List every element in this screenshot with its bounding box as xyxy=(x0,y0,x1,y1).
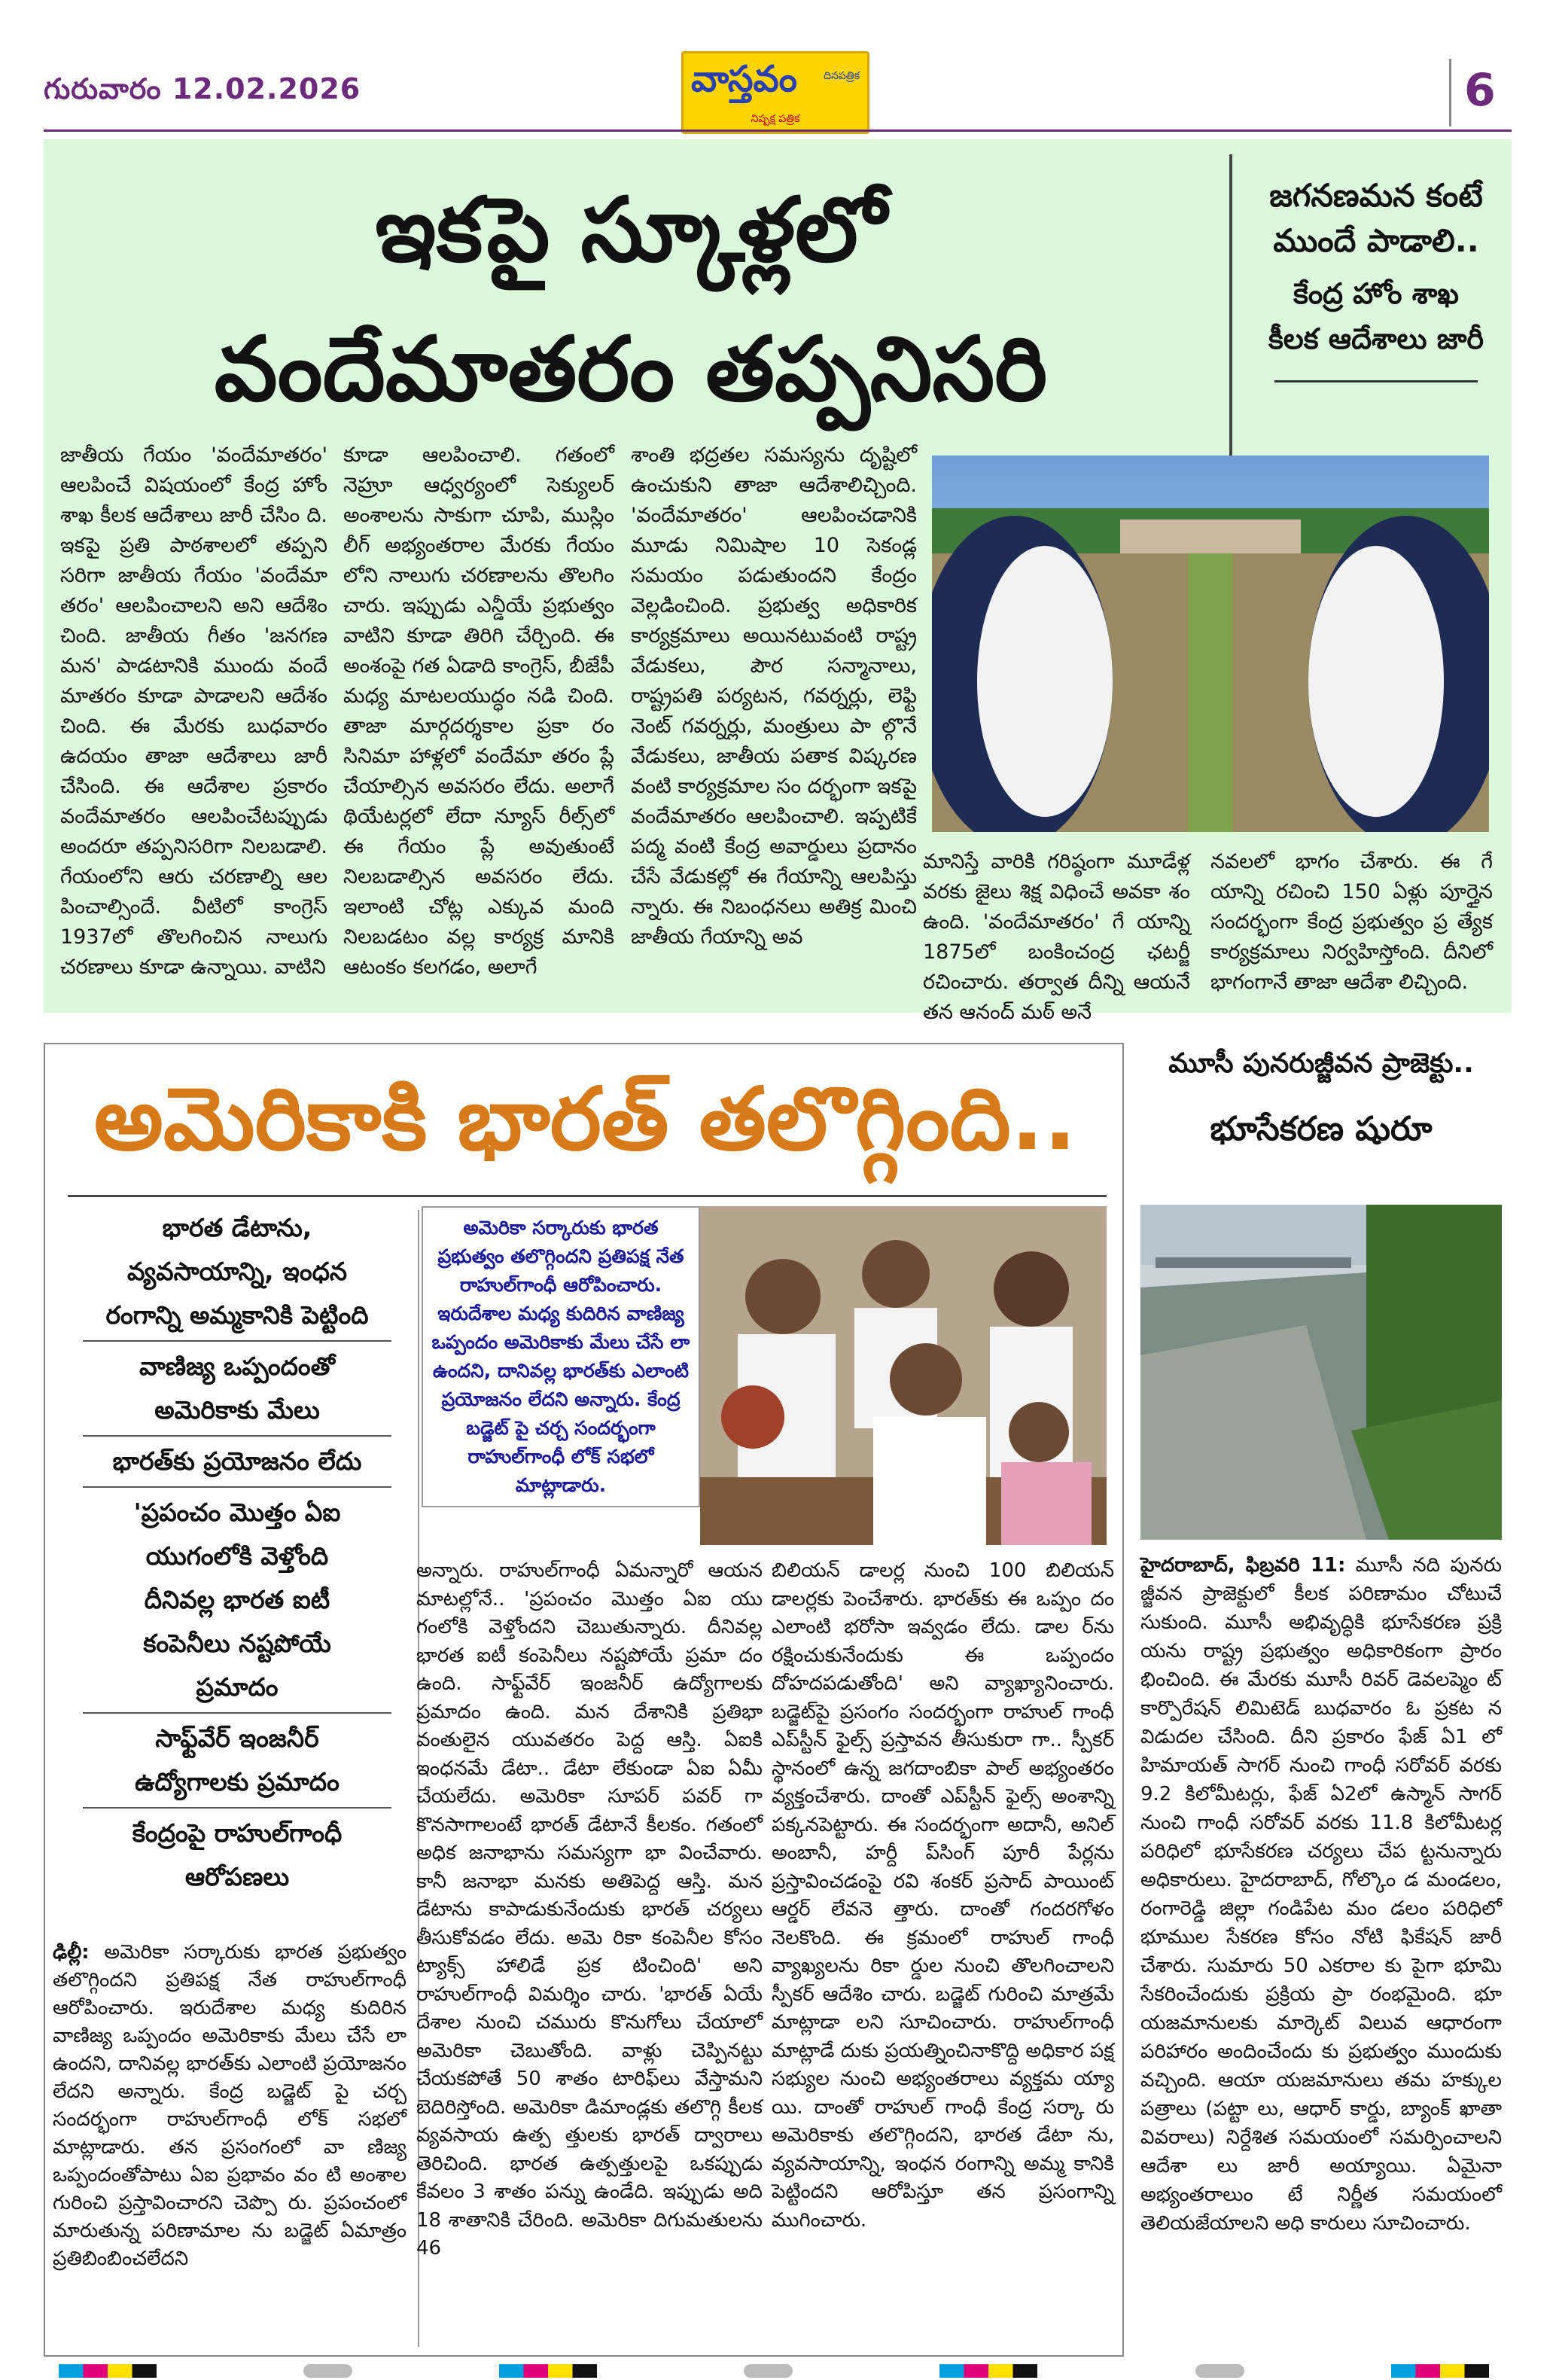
gray-bar xyxy=(1195,2364,1244,2378)
article-column-2: అన్నారు. రాహుల్‌గాంధీ ఏమన్నారో ఆయన మాటల్లోనే.. 'ప్రపంచం మొత్తం ఏఐ యు గంలోకి వెళ్తోందని చెబుతున్నారు. దీనివల్ల భారత ఐటీ కంపెనీలు నష్టపోయే ప్రమా దం ఉంది. సాఫ్ట్‌వేర్ ఇంజనీర్ ఉద్యోగాలకు ప్రమాదం ఉంది. మన దేశానికి ప్రతిభా వంతులైన యువతరం పెద్ద ఆస్తి. ఏఐకి ఇంధనమే డేటా.. డేటా లేకుండా ఏఐ ఏమీ చేయలేదు. అమెరికా సూపర్ పవర్ గా కొనసాగాలంటే భారత్ డేటానే కీలకం. గతంలో అధిక జనాభాను సమస్యగా భా వించేవారు. కానీ జనాభా మనకు అతిపెద్ద ఆస్తి. మన డేటాను కాపాడుకునేందుకు భారత్ చర్యలు తీసుకోవడం లేదు. అమె రికా కంపెనీల కోసం ట్యాక్స్ హాలిడే ప్రక టించింది' అని రాహుల్‌గాంధీ విమర్శిం చారు. 'భారత్ ఏయే దేశాల నుంచి చమురు కొనుగోలు చేయాలో అమెరికా చెబుతోంది. వాళ్లు చెప్పినట్టు చేయకపోతే 50 శాతం టారిఫ్‌లు వేస్తామని బెదిరిస్తోంది. అమెరికా డిమాండ్లకు తలొగ్గి కీలక వ్యవసాయ ఉత్ప త్తులకు భారత్ ద్వారాలు తెరిచింది. భారత ఉత్పత్తులపై ఒకప్పుడు కేవలం 3 శాతం పన్ను ఉండేది. ఇప్పుడు అది 18 శాతానికి చేరింది. అమెరికా దిగుమతులను 46 xyxy=(416,1559,763,2260)
article-column-5: నవలలో భాగం చేశారు. ఈ గే యాన్ని రచించి 150 ఏళ్లు పూర్తైన సందర్భంగా కేంద్ర ప్రభుత్వం ప్ర త్యేక కార్యక్రమాలు నిర్వహిస్తోంది. దీనిలో భాగంగానే తాజా ఆదేశా లిచ్చింది. xyxy=(1210,850,1493,994)
headline-rule xyxy=(68,1195,1107,1197)
headline-line-2: వందేమాతరం తప్పనిసరి xyxy=(214,317,1048,421)
article-body xyxy=(1140,1551,1502,2238)
side-heading-line-2: ముందే పాడాలి.. xyxy=(1273,222,1479,259)
kicker-box xyxy=(60,1206,414,1899)
side-heading xyxy=(1248,173,1504,264)
kicker-line: కంపెనీలు నష్టపోయే xyxy=(143,1629,331,1658)
kicker-line: 'ప్రపంచం మొత్తం ఏఐ xyxy=(133,1498,341,1527)
kicker-line: అమెరికాకు మేలు xyxy=(154,1395,320,1425)
article-body-text: మూసీ నది పునరు జ్జీవన ప్రాజెక్టులో కీలక పరిణామం చోటుచే సుకుంది. మూసీ అభివృద్ధికి భూసేకరణ ప్రక్రి యను రాష్ట్ర ప్రభుత్వం అధికారికంగా ప్రారం భించింది. ఈ మేరకు మూసీ రివర్ డెవలప్మెం ట్ కార్పొరేషన్ లిమిటెడ్ బుధవారం ఓ ప్రకట న విడుదల చేసింది. దీని ప్రకారం ఫేజ్ ఏ1 లో హిమాయత్ సాగర్ నుంచి గాంధీ సరోవర్ వరకు 9.2 కిలోమీటర్లు, ఫేజ్ ఏ2లో ఉస్మాన్ సాగర్ నుంచి గాంధీ సరోవర్ వరకు 11.8 కిలోమీటర్ల పరిధిలో భూసేకరణ చర్యలు చేప ట్టనున్నారు అధికారులు. హైదరాబాద్, గోల్కొం డ మండలం, రంగారెడ్డి జిల్లా గండిపేట మం డలం పరిధిలో భూముల సేకరణ కోసం నోటి ఫికేషన్ జారీ చేశారు. సుమారు 50 ఎకరాల కు పైగా భూమి సేకరించేందుకు ప్రక్రియ ప్రా రంభమైంది. భూ యజమానులకు మార్కెట్ విలువ ఆధారంగా పరిహారం అందించేందు కు ప్రభుత్వం ముందుకు వచ్చింది. ఆయా యజమానులు తమ హక్కుల పత్రాలు (పట్టా లు, ఆధార్ కార్డు, బ్యాంక్ ఖాతా వివరాలు) నిర్దేశిత సమయంలో సమర్పించాలని ఆదేశా లు జారీ అయ్యాయి. ఏమైనా అభ్యంతరాలుం టే నిర్ణీత సమయంలో తెలియజేయాలని అధి కారులు సూచించారు. xyxy=(1140,1554,1502,2235)
article-column-1: జాతీయ గేయం 'వందేమాతరం' ఆలపించే విషయంలో కేంద్ర హోం శాఖ కీలక ఆదేశాలు జారీ చేసిం ది. ఇకపై ప్రతి పాఠశాలలో తప్పని సరిగా జాతీయ గేయం 'వందేమా తరం' ఆలపించాలని అని ఆదేశిం చింది. జాతీయ గీతం 'జనగణ మన' పాడటానికి ముందు వందే మాతరం కూడా పాడాలని ఆదేశం చింది. ఈ మేరకు బుధవారం ఉదయం తాజా ఆదేశాలు జారీ చేసింది. ఈ ఆదేశాల ప్రకారం వందేమాతరం ఆలపించేటప్పుడు అందరూ తప్పనిసరిగా నిలబడాలి. గేయంలోని ఆరు చరణాల్ని ఆల పించాల్సిందే. వీటిలో కాంగ్రెస్ 1937లో తొలగించిన నాలుగు చరణాలు కూడా ఉన్నాయి. వాటిని xyxy=(60,443,327,979)
kicker-line: ఆరోపణలు xyxy=(184,1862,290,1891)
header-rule xyxy=(44,130,1512,132)
side-heading-line-1: జగనణమన కంటే xyxy=(1269,177,1483,214)
page-number: 6 xyxy=(1464,64,1496,117)
logo-text: వాస్తవం xyxy=(691,58,797,100)
side-subheading-line-2: కీలక ఆదేశాలు జారీ xyxy=(1268,322,1484,355)
print-registration-marks xyxy=(44,2364,1512,2380)
gray-bar xyxy=(303,2364,352,2378)
kicker-line: కేంద్రంపై రాహుల్‌గాంధీ xyxy=(132,1818,343,1848)
article-column-1-body: అమెరికా సర్కారుకు భారత ప్రభుత్వం తలొగ్గిందని ప్రతిపక్ష నేత రాహుల్‌గాంధీ ఆరోపించారు. ఇరుదేశాల మధ్య కుదిరిన వాణిజ్య ఒప్పందం అమెరికాకు మేలు చేసే లా ఉందని, దానివల్ల భారత్‌కు ఎలాంటి ప్రయోజనం లేదని అన్నారు. కేంద్ర బడ్జెట్ పై చర్చ సందర్భంగా రాహుల్‌గాంధీ లోక్ సభలో మాట్లాడారు. తన ప్రసంగంలో వా ణిజ్య ఒప్పందంతోపాటు ఏఐ ప్రభావం వం టి అంశాల గురించి ప్రస్తావించారని చెప్పొ రు. ప్రపంచంలో మారుతున్న పరిణామాల ను బడ్జెట్ ఏమాత్రం ప్రతిబింబించలేదని xyxy=(53,1941,407,2270)
kicker-line: భారత డేటాను, xyxy=(162,1213,312,1242)
kicker-line: సాఫ్ట్‌వేర్ ఇంజనీర్ xyxy=(155,1723,319,1753)
kicker-divider xyxy=(83,1435,391,1437)
gray-bar xyxy=(744,2364,793,2378)
side-subheading xyxy=(1248,271,1504,361)
color-bar xyxy=(499,2364,597,2378)
kicker-line: వ్యవసాయాన్ని, ఇంధన xyxy=(126,1257,348,1286)
side-subheading-line-1: కేంద్ర హోం శాఖ xyxy=(1293,277,1459,310)
article-column-1-text xyxy=(53,1939,407,2273)
dateline: హైదరాబాద్, ఫిబ్రవరి 11: xyxy=(1140,1554,1346,1577)
logo-small-text: దినపత్రిక xyxy=(824,70,860,82)
kicker-line: యుగంలోకి వెళ్తోంది xyxy=(145,1541,329,1571)
headline: అమెరికాకి భారత్ తలొగ్గింది.. xyxy=(93,1069,1077,1170)
header-divider xyxy=(1449,59,1451,126)
kicker-line: ప్రమాదం xyxy=(196,1672,279,1702)
school-assembly-photo xyxy=(932,456,1489,832)
kicker-line: రంగాన్ని అమ్మకానికి పెట్టింది xyxy=(105,1300,369,1330)
story-musi-project xyxy=(1140,1043,1502,2357)
color-bar xyxy=(1391,2364,1489,2378)
musi-river-photo xyxy=(1140,1205,1502,1540)
newspaper-logo xyxy=(681,51,869,134)
kicker-divider xyxy=(83,1340,391,1342)
color-bar xyxy=(59,2364,157,2378)
issue-date: గురువారం 12.02.2026 xyxy=(44,72,361,105)
headline-line-1: మూసీ పునరుజ్జీవన ప్రాజెక్టు.. xyxy=(1168,1048,1474,1079)
article-column-2: కూడా ఆలపించాలి. గతంలో నెహ్రూ ఆధ్వర్యంలో సెక్యులర్ అంశాలను సాకుగా చూపి, ముస్లిం లీగ్ అభ్యంతరాల మేరకు గేయం లోని నాలుగు చరణాలను తొలగిం చారు. ఇప్పుడు ఎన్డీయే ప్రభుత్వం వాటిని కూడా తిరిగి చేర్చింది. ఈ అంశంపై గత ఏడాది కాంగ్రెస్, బీజేపీ మధ్య మాటలయుద్ధం నడి చింది. తాజా మార్గదర్శకాల ప్రకా రం సినిమా హాళ్లలో వందేమా తరం ప్లే చేయాల్సిన అవసరం లేదు. అలాగే థియేటర్లలో లేదా న్యూస్ రీల్స్‌లో ఈ గేయం ప్లే అవుతుంటే నిలబడాల్సిన అవసరం లేదు. ఇలాంటి చోట్ల ఎక్కువ మంది నిలబడటం వల్ల కార్యక్ర మానికి ఆటంకం కలగడం, అలాగే xyxy=(343,443,614,979)
kicker-divider xyxy=(83,1807,391,1809)
headline-line-2: భూసేకరణ షురూ xyxy=(1210,1110,1433,1148)
parliament-photo xyxy=(700,1206,1107,1545)
article-column-3: శాంతి భద్రతల సమస్యను దృష్టిలో ఉంచుకుని తాజా ఆదేశాలిచ్చింది. 'వందేమాతరం' ఆలపించడానికి మూడు నిమిషాల 10 సెకండ్ల సమయం పడుతుందని కేంద్రం వెల్లడించింది. ప్రభుత్వ అధికారిక కార్యక్రమాలు అయినటువంటి రాష్ట్ర వేడుకలు, పౌర సన్మానాలు, రాష్ట్రపతి పర్యటన, గవర్నర్లు, లెఫ్టి నెంట్ గవర్నర్లు, మంత్రులు పా ల్గొనే వేడుకలు, జాతీయ పతాక విష్కరణ వంటి కార్యక్రమాల సం దర్భంగా ఇకపై వందేమాతరం ఆలపించాలి. ఇప్పటికే పద్మ వంటి కేంద్ర అవార్డులు ప్రదానం చేసే వేడుకల్లో ఈ గేయాన్ని ఆలపిస్తు న్నారు. ఈ నిబంధనలు అతిక్ర మించి జాతీయ గేయాన్ని అవ xyxy=(631,443,917,949)
dateline: ఢిల్లీ: xyxy=(53,1941,90,1964)
headline-line-1: ఇకపై స్కూళ్లలో xyxy=(375,178,887,282)
kicker-line: దీనివల్ల భారత ఐటీ xyxy=(144,1585,330,1614)
logo-tagline: నిష్పక్ష పత్రిక xyxy=(751,113,800,125)
color-bar xyxy=(939,2364,1037,2378)
kicker-line: భారత్‌కు ప్రయోజనం లేదు xyxy=(112,1446,362,1476)
kicker-line: ఉద్యోగాలకు ప్రమాదం xyxy=(135,1767,340,1796)
article-column-4: మానిస్తే వారికి గరిష్ఠంగా మూడేళ్ల వరకు జైలు శిక్ష విధించే అవకా శం ఉంది. 'వందేమాతరం' గే యాన్ని 1875లో బంకించంద్ర ఛటర్జీ రచించారు. తర్వాత దీన్ని ఆయనే తన ఆనంద్ మఠ్ అనే xyxy=(923,850,1190,1024)
article-column-3: బిలియన్ డాలర్ల నుంచి 100 బిలియన్ డాలర్లకు పెంచేశారు. భారత్‌కు ఈ ఒప్పం దం ఎలాంటి భరోసా ఇవ్వడం లేదు. డాల ర్‌ను రక్షించుకునేందుకు ఈ ఒప్పందం దోహదపడుతోంది' అని వ్యాఖ్యానించారు. బడ్జెట్‌పై ప్రసంగం సందర్భంగా రాహుల్ గాంధీ ఎప్‌స్టీన్ ఫైల్స్ ప్రస్తావన తీసుకురా గా.. స్పీకర్ స్థానంలో ఉన్న జగదాంబికా పాల్ అభ్యంతరం వ్యక్తంచేశారు. దాంతో ఎప్‌స్టీన్ ఫైల్స్ అంశాన్ని పక్కనపెట్టారు. ఈ సందర్భంగా అదానీ, అనిల్ అంబానీ, హర్దీ ప్‌సింగ్ పూరీ పేర్లను ప్రస్తావించడంపై రవి శంకర్ ప్రసాద్ పాయింట్ ఆర్డర్ లేవనె త్తారు. దాంతో గందరగోళం నెలకొంది. ఈ క్రమంలో రాహుల్ గాంధీ వ్యాఖ్యలను రికా ర్డుల నుంచి తొలగించాలని స్పీకర్ ఆదేశిం చారు. బడ్జెట్ గురించి మాత్రమే మాట్లాడా లని సూచించారు. రాహుల్‌గాంధీ మాట్లాడే దుకు ప్రయత్నించినాకొద్ది అధికార పక్ష సభ్యుల నుంచి అభ్యంతరాలు వ్యక్తమ య్యా యి. దాంతో రాహుల్ గాంధీ కేంద్ర సర్కా రు అమెరికాకు తలొగ్గిందని, భారత డేటా ను, వ్యవసాయాన్ని, ఇంధన రంగాన్ని అమ్మ కానికి పెట్టిందని ఆరోపిస్తూ తన ప్రసంగాన్ని ముగించారు. xyxy=(772,1559,1114,2232)
story-vandemataram xyxy=(44,139,1512,1024)
side-rule xyxy=(1274,380,1478,382)
photo-caption: అమెరికా సర్కారుకు భారత ప్రభుత్వం తలొగ్గిందని ప్రతిపక్ష నేత రాహుల్‌గాంధీ ఆరోపించారు. ఇరుదేశాల మధ్య కుదిరిన వాణిజ్య ఒప్పందం అమెరికాకు మేలు చేసే లా ఉందని, దానివల్ల భారత్‌కు ఎలాంటి ప్రయోజనం లేదని అన్నారు. కేంద్ర బడ్జెట్ పై చర్చ సందర్భంగా రాహుల్‌గాంధీ లోక్ సభలో మాట్లాడారు. xyxy=(422,1206,700,1507)
kicker-divider xyxy=(83,1486,391,1488)
kicker-divider xyxy=(83,1712,391,1714)
kicker-line: వాణిజ్య ఒప్పందంతో xyxy=(139,1352,335,1381)
